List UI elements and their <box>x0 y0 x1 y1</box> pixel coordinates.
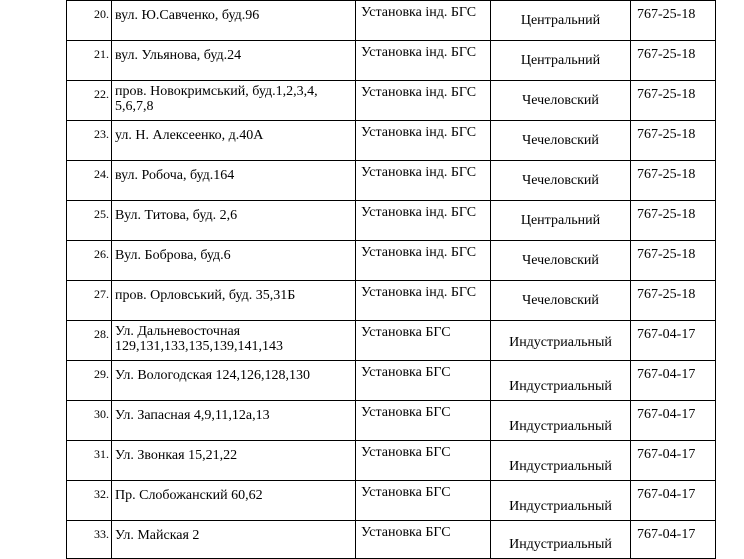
address-cell: Ул. Звонкая 15,21,22 <box>112 441 356 481</box>
work-type-cell: Установка інд. БГС <box>356 81 491 121</box>
address-cell: Ул. Майская 2 <box>112 521 356 559</box>
phone-cell: 767-04-17 <box>631 441 716 481</box>
work-type-cell: Установка інд. БГС <box>356 161 491 201</box>
row-number: 32. <box>67 481 112 521</box>
row-number: 30. <box>67 401 112 441</box>
table-row <box>67 81 716 121</box>
district-cell: Чечеловский <box>491 81 631 121</box>
row-number: 31. <box>67 441 112 481</box>
table-row <box>67 521 716 559</box>
address-cell: пров. Новокримський, буд.1,2,3,4, 5,6,7,8 <box>112 81 356 121</box>
row-number: 21. <box>67 41 112 81</box>
phone-cell: 767-04-17 <box>631 361 716 401</box>
table-row <box>67 321 716 361</box>
table-row <box>67 1 716 41</box>
table-row <box>67 161 716 201</box>
work-type-cell: Установка інд. БГС <box>356 41 491 81</box>
table-row <box>67 481 716 521</box>
row-number: 20. <box>67 1 112 41</box>
row-number: 24. <box>67 161 112 201</box>
table-row <box>67 121 716 161</box>
row-number: 28. <box>67 321 112 361</box>
phone-cell: 767-25-18 <box>631 121 716 161</box>
row-number: 33. <box>67 521 112 559</box>
address-cell: Вул. Титова, буд. 2,6 <box>112 201 356 241</box>
phone-cell: 767-04-17 <box>631 481 716 521</box>
work-type-cell: Установка БГС <box>356 481 491 521</box>
work-type-cell: Установка інд. БГС <box>356 241 491 281</box>
row-number: 23. <box>67 121 112 161</box>
phone-cell: 767-04-17 <box>631 401 716 441</box>
district-cell: Индустриальный <box>491 441 631 481</box>
row-number: 26. <box>67 241 112 281</box>
work-type-cell: Установка інд. БГС <box>356 121 491 161</box>
address-cell: Пр. Слобожанский 60,62 <box>112 481 356 521</box>
row-number: 25. <box>67 201 112 241</box>
district-cell: Индустриальный <box>491 321 631 361</box>
district-cell: Чечеловский <box>491 121 631 161</box>
district-cell: Центральний <box>491 1 631 41</box>
works-table <box>66 0 716 559</box>
table-row <box>67 241 716 281</box>
work-type-cell: Установка інд. БГС <box>356 281 491 321</box>
row-number: 27. <box>67 281 112 321</box>
work-type-cell: Установка БГС <box>356 441 491 481</box>
phone-cell: 767-25-18 <box>631 201 716 241</box>
address-cell: Ул. Вологодская 124,126,128,130 <box>112 361 356 401</box>
phone-cell: 767-25-18 <box>631 281 716 321</box>
table-row <box>67 361 716 401</box>
district-cell: Индустриальный <box>491 361 631 401</box>
work-type-cell: Установка інд. БГС <box>356 201 491 241</box>
phone-cell: 767-25-18 <box>631 161 716 201</box>
district-cell: Чечеловский <box>491 241 631 281</box>
address-cell: ул. Н. Алексеенко, д.40А <box>112 121 356 161</box>
address-cell: Ул. Запасная 4,9,11,12а,13 <box>112 401 356 441</box>
phone-cell: 767-25-18 <box>631 81 716 121</box>
work-type-cell: Установка інд. БГС <box>356 1 491 41</box>
district-cell: Индустриальный <box>491 401 631 441</box>
address-cell: вул. Ю.Савченко, буд.96 <box>112 1 356 41</box>
table-row <box>67 401 716 441</box>
district-cell: Центральний <box>491 41 631 81</box>
district-cell: Чечеловский <box>491 161 631 201</box>
phone-cell: 767-04-17 <box>631 321 716 361</box>
row-number: 29. <box>67 361 112 401</box>
work-type-cell: Установка БГС <box>356 361 491 401</box>
address-cell: вул. Ульянова, буд.24 <box>112 41 356 81</box>
table-row <box>67 441 716 481</box>
district-cell: Чечеловский <box>491 281 631 321</box>
work-type-cell: Установка БГС <box>356 321 491 361</box>
district-cell: Индустриальный <box>491 481 631 521</box>
address-cell: пров. Орловський, буд. 35,31Б <box>112 281 356 321</box>
district-cell: Центральний <box>491 201 631 241</box>
work-type-cell: Установка БГС <box>356 521 491 559</box>
phone-cell: 767-25-18 <box>631 1 716 41</box>
address-cell: вул. Робоча, буд.164 <box>112 161 356 201</box>
table-row <box>67 41 716 81</box>
phone-cell: 767-04-17 <box>631 521 716 559</box>
address-cell: Вул. Боброва, буд.6 <box>112 241 356 281</box>
district-cell: Индустриальный <box>491 521 631 559</box>
work-type-cell: Установка БГС <box>356 401 491 441</box>
address-cell: Ул. Дальневосточная 129,131,133,135,139,141,143 <box>112 321 356 361</box>
phone-cell: 767-25-18 <box>631 241 716 281</box>
phone-cell: 767-25-18 <box>631 41 716 81</box>
row-number: 22. <box>67 81 112 121</box>
table-row <box>67 281 716 321</box>
table-row <box>67 201 716 241</box>
